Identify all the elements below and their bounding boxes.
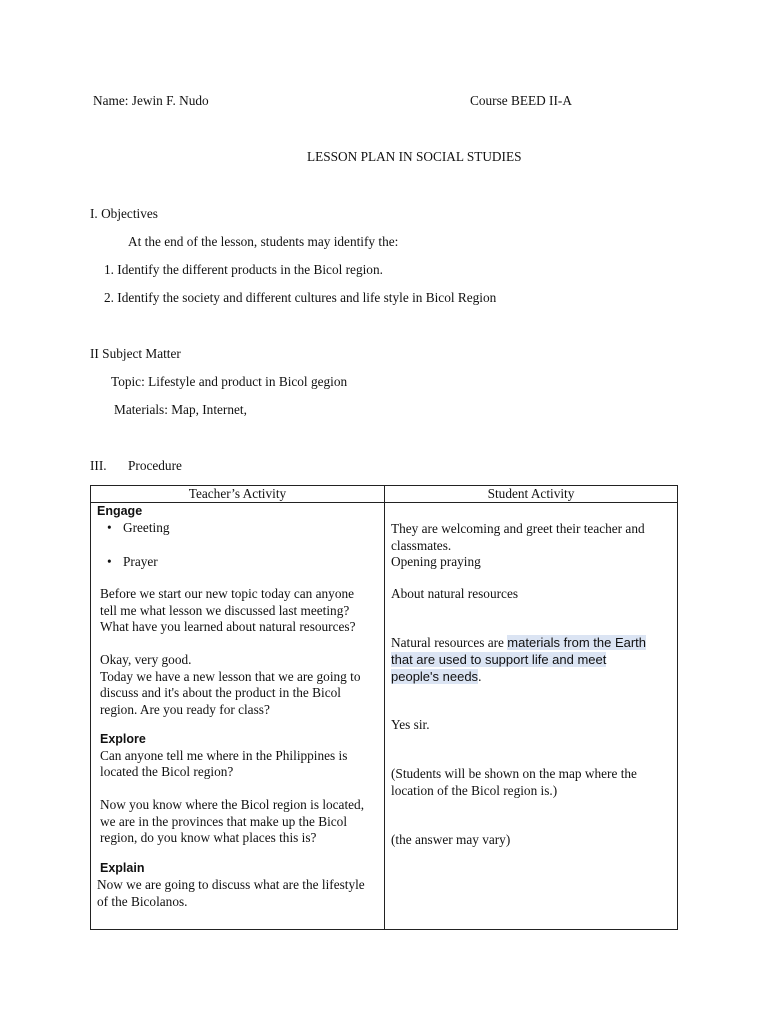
teacher-text: Now you know where the Bicol region is located, [100, 797, 365, 812]
teacher-text: Now we are going to discuss what are the lifestyle [97, 877, 365, 892]
objective-item-2: 2. Identify the society and different cultures and life style in Bicol Region [104, 290, 497, 305]
teacher-text: region, do you know what places this is? [100, 830, 317, 845]
highlighted-text: people's needs [391, 669, 479, 684]
teacher-activity-header: Teacher’s Activity [91, 486, 385, 503]
student-name: Name: Jewin F. Nudo [93, 93, 209, 108]
course-label: Course BEED II-A [470, 93, 572, 108]
student-text: (Students will be shown on the map where the [391, 766, 637, 781]
objective-item-1: 1. Identify the different products in the Bicol region. [104, 262, 383, 277]
objectives-intro: At the end of the lesson, students may identify the: [128, 234, 399, 249]
teacher-text: tell me what lesson we discussed last meeting? [100, 602, 350, 618]
teacher-text: discuss and it's about the product in the Bicol [100, 685, 341, 700]
topic-line: Topic: Lifestyle and product in Bicol gegion [111, 374, 348, 389]
materials-line: Materials: Map, Internet, [114, 402, 247, 417]
procedure-heading: Procedure [128, 458, 182, 473]
teacher-text: Before we start our new topic today can anyone [100, 586, 355, 601]
explain-heading: Explain [100, 861, 145, 875]
teacher-text: Today we have a new lesson that we are going to [100, 668, 361, 684]
natural-end: . [478, 669, 482, 684]
student-text: classmates. [391, 537, 452, 553]
engage-heading: Engage [97, 504, 143, 518]
subject-matter-heading: II Subject Matter [90, 346, 181, 361]
teacher-text: located the Bicol region? [100, 764, 234, 779]
teacher-text: What have you learned about natural resources? [100, 619, 356, 634]
student-text: They are welcoming and greet their teacher and [391, 521, 645, 536]
teacher-text: of the Bicolanos. [97, 893, 188, 909]
student-text [391, 669, 481, 686]
teacher-text: we are in the provinces that make up the Bicol [100, 813, 348, 829]
student-text [391, 652, 606, 669]
student-text: location of the Bicol region is.) [391, 782, 558, 798]
student-text: About natural resources [391, 586, 519, 601]
student-activity-header: Student Activity [385, 486, 678, 503]
student-text [391, 635, 646, 652]
greeting-item: • Greeting [123, 520, 170, 537]
objectives-heading: I. Objectives [90, 206, 158, 221]
highlighted-text: that are used to support life and meet [391, 652, 607, 667]
natural-prefix: Natural resources are [391, 635, 508, 650]
student-text: Opening praying [391, 554, 481, 569]
procedure-numeral: III. [90, 458, 107, 473]
teacher-text: region. Are you ready for class? [100, 701, 270, 717]
teacher-text: Okay, very good. [100, 652, 192, 667]
explore-heading: Explore [100, 732, 146, 746]
document-title: LESSON PLAN IN SOCIAL STUDIES [307, 149, 522, 164]
highlighted-text: materials from the Earth [507, 635, 647, 650]
prayer-item: • Prayer [123, 554, 158, 571]
teacher-text: Can anyone tell me where in the Philippines is [100, 747, 348, 763]
teacher-activity-cell [91, 503, 385, 930]
student-activity-cell [385, 503, 678, 930]
student-text: (the answer may vary) [391, 832, 511, 847]
student-text: Yes sir. [391, 717, 430, 732]
procedure-table [90, 485, 678, 930]
